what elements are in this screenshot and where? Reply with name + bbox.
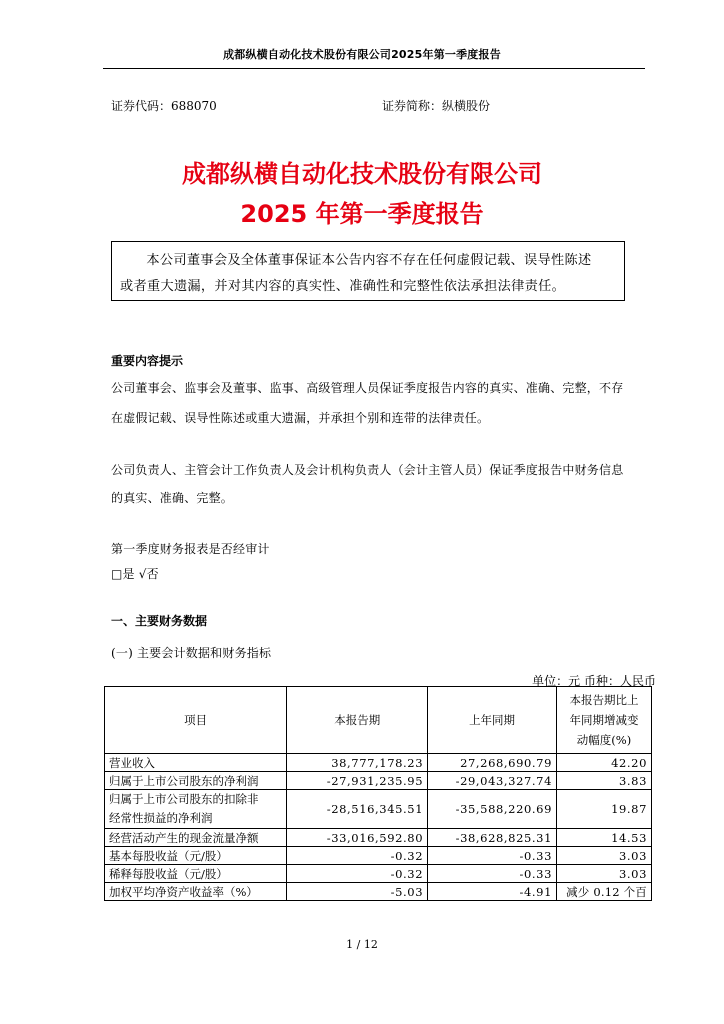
running-header: 成都纵横自动化技术股份有限公司2025年第一季度报告 xyxy=(223,48,501,61)
header-current: 本报告期 xyxy=(287,687,428,754)
board-guarantee-notice xyxy=(111,241,625,301)
header-item: 项目 xyxy=(105,687,287,754)
table-row xyxy=(105,772,652,790)
row-prior: -29,043,327.74 xyxy=(428,772,557,790)
table-row xyxy=(105,865,652,883)
row-item: 经营活动产生的现金流量净额 xyxy=(105,829,287,847)
notice-line1: 本公司董事会及全体董事保证本公告内容不存在任何虚假记载、误导性陈述 xyxy=(146,253,592,268)
section1-heading: 一、主要财务数据 xyxy=(111,614,208,628)
row-current: -33,016,592.80 xyxy=(287,829,428,847)
row-current: -5.03 xyxy=(287,883,428,901)
row-item-line1: 归属于上市公司股东的扣除非 xyxy=(109,792,259,806)
security-name: 证券简称：纵横股份 xyxy=(382,99,491,113)
row-change: 14.53 xyxy=(557,829,652,847)
row-item: 基本每股收益（元/股） xyxy=(105,847,287,865)
header-change xyxy=(557,687,652,754)
row-current: -28,516,345.51 xyxy=(287,790,428,829)
row-item: 稀释每股收益（元/股） xyxy=(105,865,287,883)
row-change: 3.03 xyxy=(557,865,652,883)
row-item-line2: 经常性损益的净利润 xyxy=(109,811,213,825)
report-title-line2: 2025 年第一季度报告 xyxy=(240,200,484,228)
financial-data-table xyxy=(104,686,652,901)
notice-line2: 或者重大遗漏，并对其内容的真实性、准确性和完整性依法承担法律责任。 xyxy=(120,279,566,294)
row-prior: -0.33 xyxy=(428,847,557,865)
header-change-line3: 动幅度(%) xyxy=(576,733,632,747)
table-row xyxy=(105,790,652,829)
audit-question: 第一季度财务报表是否经审计 xyxy=(111,542,270,556)
header-change-line1: 本报告期比上 xyxy=(569,693,639,707)
row-prior: 27,268,690.79 xyxy=(428,754,557,772)
row-current: -0.32 xyxy=(287,865,428,883)
report-title-line1: 成都纵横自动化技术股份有限公司 xyxy=(182,160,542,188)
header-change-line2: 年同期增减变 xyxy=(569,713,639,727)
important-heading: 重要内容提示 xyxy=(111,354,184,368)
row-item xyxy=(105,790,287,829)
row-change: 3.03 xyxy=(557,847,652,865)
table-row xyxy=(105,847,652,865)
important-para2-line1: 公司负责人、主管会计工作负责人及会计机构负责人（会计主管人员）保证季度报告中财务信息 xyxy=(111,463,624,477)
page-number: 1 / 12 xyxy=(346,938,378,951)
row-current: -0.32 xyxy=(287,847,428,865)
audit-answer: □是 √否 xyxy=(111,567,159,581)
important-para1-line2: 在虚假记载、误导性陈述或重大遗漏，并承担个别和连带的法律责任。 xyxy=(111,411,490,425)
important-para1-line1: 公司董事会、监事会及董事、监事、高级管理人员保证季度报告内容的真实、准确、完整，不存 xyxy=(111,381,624,395)
row-change: 3.83 xyxy=(557,772,652,790)
table-row xyxy=(105,754,652,772)
row-prior: -38,628,825.31 xyxy=(428,829,557,847)
row-change: 19.87 xyxy=(557,790,652,829)
row-current: 38,777,178.23 xyxy=(287,754,428,772)
row-change: 42.20 xyxy=(557,754,652,772)
table-header-row xyxy=(105,687,652,754)
row-prior: -4.91 xyxy=(428,883,557,901)
row-item: 归属于上市公司股东的净利润 xyxy=(105,772,287,790)
row-item: 营业收入 xyxy=(105,754,287,772)
table-row xyxy=(105,883,652,901)
header-rule xyxy=(103,68,645,69)
table-row xyxy=(105,829,652,847)
section1-subheading: (一) 主要会计数据和财务指标 xyxy=(111,646,272,660)
header-prior: 上年同期 xyxy=(428,687,557,754)
important-para2-line2: 的真实、准确、完整。 xyxy=(111,491,234,505)
row-change: 减少 0.12 个百 xyxy=(557,883,652,901)
row-prior: -0.33 xyxy=(428,865,557,883)
security-code: 证券代码：688070 xyxy=(111,99,217,113)
units-label: 单位：元 币种：人民币 xyxy=(532,674,656,688)
row-prior: -35,588,220.69 xyxy=(428,790,557,829)
row-item: 加权平均净资产收益率（%） xyxy=(105,883,287,901)
row-current: -27,931,235.95 xyxy=(287,772,428,790)
